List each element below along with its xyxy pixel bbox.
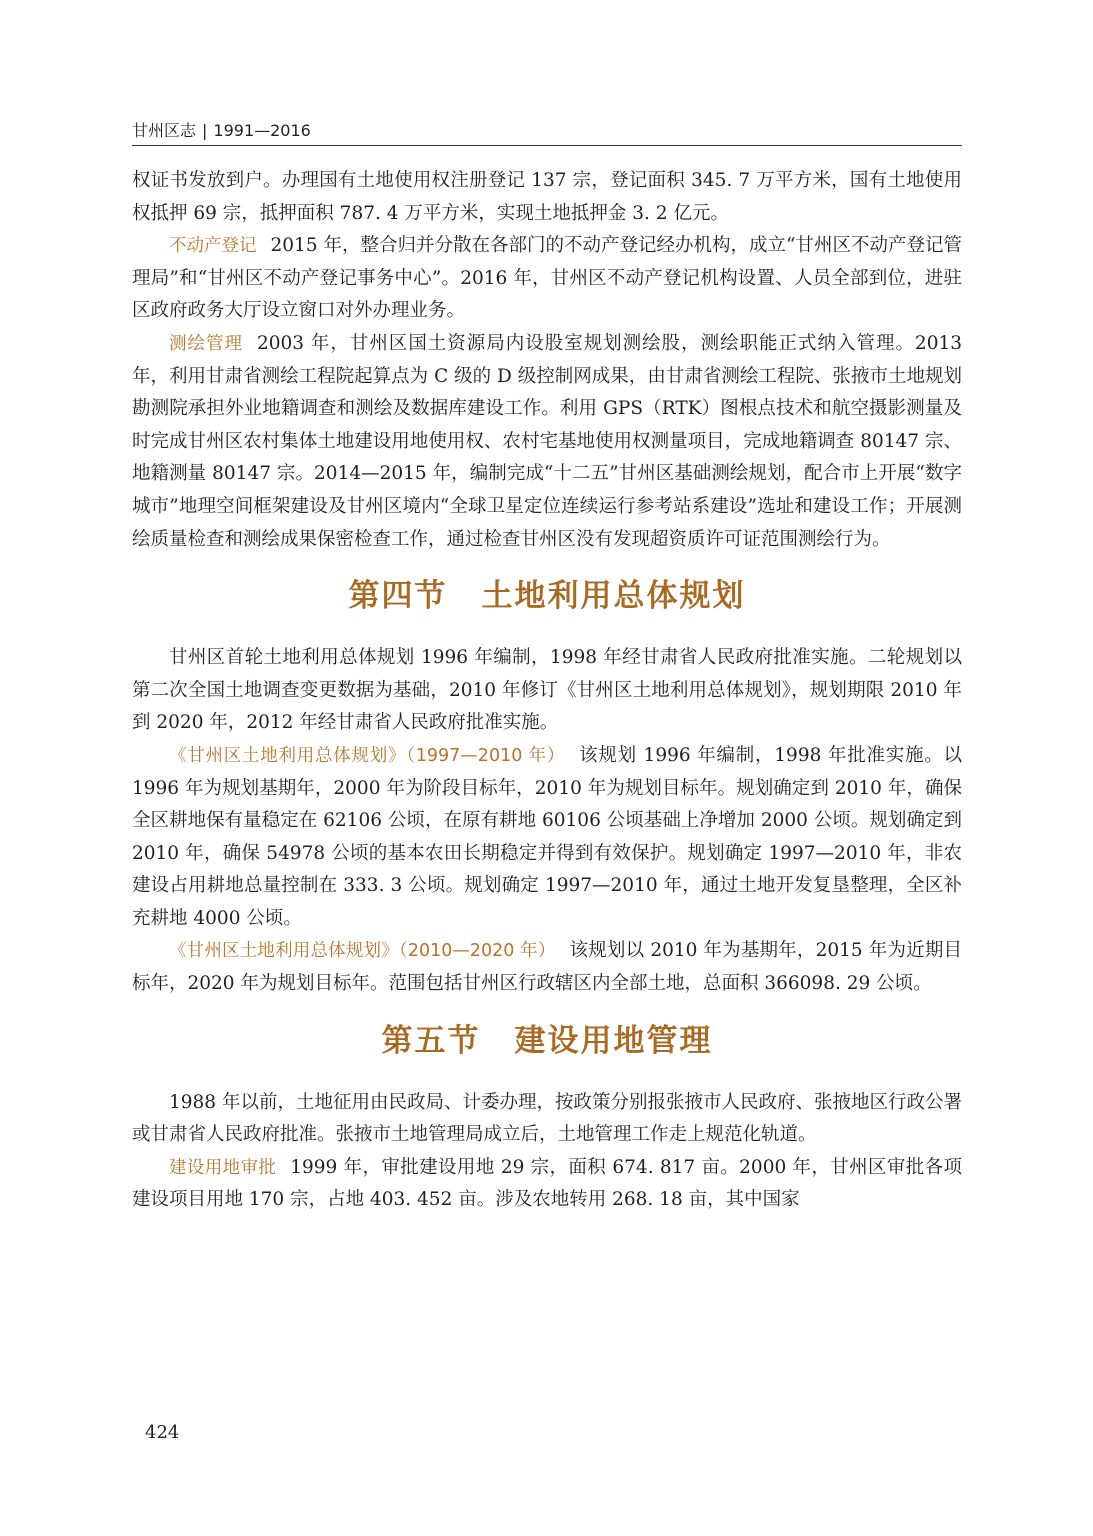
paragraph-plan-2010-2020 xyxy=(132,935,962,1000)
paragraph-surveying-management xyxy=(132,328,962,556)
paragraph-construction-land-approval xyxy=(132,1152,962,1217)
section-5-number: 第五节 xyxy=(381,1022,481,1059)
subheading-plan-1997-2010: 《甘州区土地利用总体规划》（1997—2010 年） xyxy=(169,745,566,766)
paragraph-text: 2015 年，整合归并分散在各部门的不动产登记经办机构，成立“甘州区不动产登记管理局”和“甘州区不动产登记事务中心”。2016 年，甘州区不动产登记机构设置、人员全部到位，进驻区政府政务大厅设立窗口对外办理业务。 xyxy=(132,235,962,322)
subheading-surveying-management: 测绘管理 xyxy=(169,333,243,354)
paragraph-real-estate-registration xyxy=(132,230,962,328)
header-years: 1991—2016 xyxy=(213,121,311,140)
paragraph-plan-1997-2010 xyxy=(132,740,962,936)
header-separator: | xyxy=(202,121,208,140)
section-5-title xyxy=(132,1021,962,1061)
paragraph-land-use-plan-intro: 甘州区首轮土地利用总体规划 1996 年编制，1998 年经甘肃省人民政府批准实施。二轮规划以第二次全国土地调查变更数据为基础，2010 年修订《甘州区土地利用总体规划》，规划期限 2010 年到 2020 年，2012 年经甘肃省人民政府批准实施。 xyxy=(132,647,962,734)
page-body xyxy=(132,165,962,1217)
section-4-title xyxy=(132,576,962,616)
subheading-construction-land-approval: 建设用地审批 xyxy=(169,1157,277,1178)
subheading-plan-2010-2020: 《甘州区土地利用总体规划》（2010—2020 年） xyxy=(169,941,556,962)
header-book-title: 甘州区志 xyxy=(132,121,197,140)
paragraph-text: 该规划 1996 年编制，1998 年批准实施。以 1996 年为规划基期年，2000 年为阶段目标年，2010 年为规划目标年。规划确定到 2010 年，确保全区耕地保有量稳定在 62106 公顷，在原有耕地 60106 公顷基础上净增加 2000 公顷。规划确定到 2010 年，确保 54978 公顷的基本农田长期稳定并得到有效保护。规划确定 1997—2010 年，非农建设占用耕地总量控制在 333. 3 公顷。规划确定 1997—2010 年，通过土地开发复垦整理，全区补充耕地 4000 公顷。 xyxy=(132,744,962,929)
subheading-real-estate-registration: 不动产登记 xyxy=(169,236,257,257)
section-4-number: 第四节 xyxy=(348,578,448,615)
page-number: 424 xyxy=(145,1422,180,1443)
running-header xyxy=(132,120,962,142)
paragraph-land-certificates: 权证书发放到户。办理国有土地使用权注册登记 137 宗，登记面积 345. 7 万平方米，国有土地使用权抵押 69 宗，抵押面积 787. 4 万平方米，实现土地抵押金 3. 2 亿元。 xyxy=(132,170,962,224)
paragraph-text: 1999 年，审批建设用地 29 宗，面积 674. 817 亩。2000 年，甘州区审批各项建设项目用地 170 宗，占地 403. 452 亩。涉及农地转用 268. 18 亩，其中国家 xyxy=(132,1156,962,1211)
section-5-name: 建设用地管理 xyxy=(514,1022,713,1059)
section-4-name: 土地利用总体规划 xyxy=(481,578,746,615)
paragraph-land-requisition-history: 1988 年以前，土地征用由民政局、计委办理，按政策分别报张掖市人民政府、张掖地区行政公署或甘肃省人民政府批准。张掖市土地管理局成立后，土地管理工作走上规范化轨道。 xyxy=(132,1091,962,1146)
paragraph-text: 该规划以 2010 年为基期年，2015 年为近期目标年，2020 年为规划目标年。范围包括甘州区行政辖区内全部土地，总面积 366098. 29 公顷。 xyxy=(132,940,963,995)
paragraph-text: 2003 年，甘州区国土资源局内设股室规划测绘股，测绘职能正式纳入管理。2013 年，利用甘肃省测绘工程院起算点为 C 级的 D 级控制网成果，由甘肃省测绘工程院、张掖市土地规划勘测院承担外业地籍调查和测绘及数据库建设工作。利用 GPS（RTK）图根点技术和航空摄影测量及时完成甘州区农村集体土地建设用地使用权、农村宅基地使用权测量项目，完成地籍调查 80147 宗、地籍测量 80147 宗。2014—2015 年，编制完成“十二五”甘州区基础测绘规划，配合市上开展“数字城市”地理空间框架建设及甘州区境内“全球卫星定位连续运行参考站系建设”选址和建设工作；开展测绘质量检查和测绘成果保密检查工作，通过检查甘州区没有发现超资质许可证范围测绘行为。 xyxy=(132,332,963,550)
header-rule xyxy=(132,145,962,146)
